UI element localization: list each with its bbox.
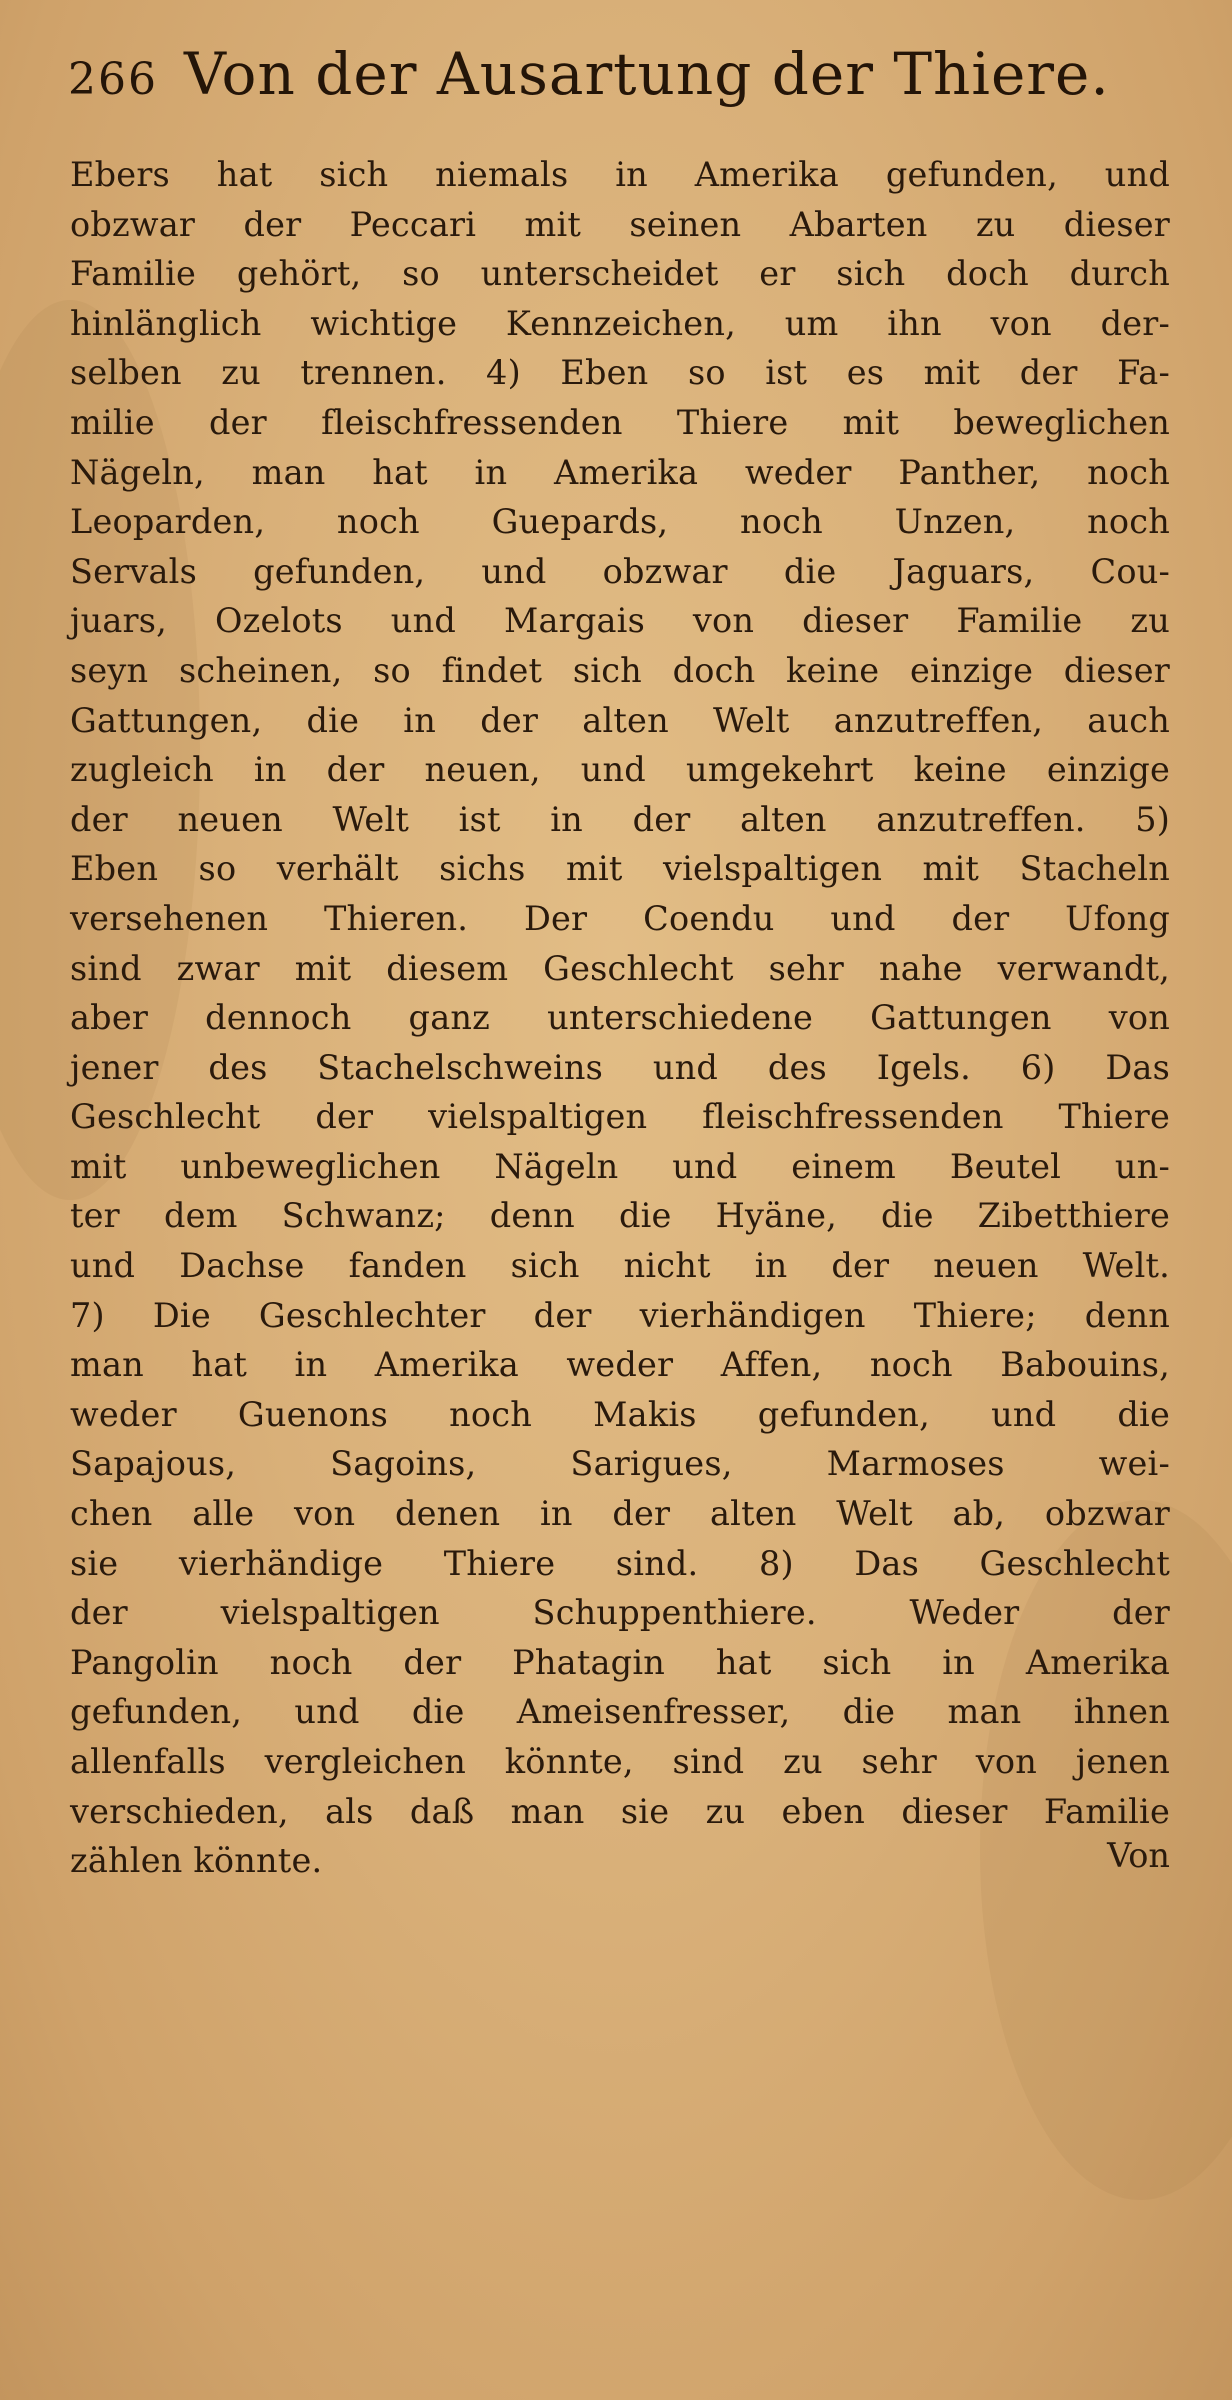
text-line: versehenen Thieren. Der Coendu und der Ufong xyxy=(70,898,1170,938)
page-header xyxy=(68,40,1168,150)
text-line: weder Guenons noch Makis gefunden, und die xyxy=(70,1394,1170,1434)
text-line: Nägeln, man hat in Amerika weder Panther, noch xyxy=(70,452,1170,492)
text-line: sind zwar mit diesem Geschlecht sehr nahe verwandt, xyxy=(70,948,1170,988)
text-line: sie vierhändige Thiere sind. 8) Das Geschlecht xyxy=(70,1543,1170,1583)
body-text xyxy=(70,150,1170,1886)
text-line: gefunden, und die Ameisenfresser, die man ihnen xyxy=(70,1692,1170,1732)
text-line: hinlänglich wichtige Kennzeichen, um ihn von der- xyxy=(70,303,1170,343)
text-line: aber dennoch ganz unterschiedene Gattungen von xyxy=(70,998,1170,1038)
text-line: Sapajous, Sagoins, Sarigues, Marmoses wei- xyxy=(70,1444,1170,1484)
text-line: der neuen Welt ist in der alten anzutreffen. 5) xyxy=(70,799,1170,839)
catchword: Von xyxy=(1107,1836,1170,1876)
text-line: und Dachse fanden sich nicht in der neuen Welt. xyxy=(70,1246,1170,1286)
text-line: selben zu trennen. 4) Eben so ist es mit der Fa- xyxy=(70,353,1170,393)
text-line: ter dem Schwanz; denn die Hyäne, die Zibetthiere xyxy=(70,1196,1170,1236)
text-line: seyn scheinen, so findet sich doch keine einzige dieser xyxy=(70,650,1170,690)
final-line xyxy=(70,1836,1170,1886)
text-line: zugleich in der neuen, und umgekehrt keine einzige xyxy=(70,750,1170,790)
text-line: Servals gefunden, und obzwar die Jaguars, Cou- xyxy=(70,551,1170,591)
text-line: Leoparden, noch Guepards, noch Unzen, noch xyxy=(70,502,1170,542)
text-line: allenfalls vergleichen könnte, sind zu sehr von jenen xyxy=(70,1742,1170,1781)
text-line: jener des Stachelschweins und des Igels. 6) Das xyxy=(70,1047,1170,1087)
text-line: juars, Ozelots und Margais von dieser Familie zu xyxy=(70,601,1170,641)
text-line: der vielspaltigen Schuppenthiere. Weder der xyxy=(70,1593,1170,1633)
page-number: 266 xyxy=(68,54,158,105)
text-line: zählen könnte. xyxy=(70,1841,323,1881)
text-line: man hat in Amerika weder Affen, noch Babouins, xyxy=(70,1345,1170,1385)
text-line: Pangolin noch der Phatagin hat sich in Amerika xyxy=(70,1642,1170,1682)
text-line: Familie gehört, so unterscheidet er sich doch durch xyxy=(70,254,1170,294)
text-line: Ebers hat sich niemals in Amerika gefunden, und xyxy=(70,155,1170,194)
text-line: Geschlecht der vielspaltigen fleischfressenden Thiere xyxy=(70,1097,1170,1137)
text-line: Eben so verhält sichs mit vielspaltigen mit Stacheln xyxy=(70,849,1170,889)
text-line: milie der fleischfressenden Thiere mit beweglichen xyxy=(70,402,1170,442)
text-line: obzwar der Peccari mit seinen Abarten zu dieser xyxy=(70,204,1170,244)
running-title: Von der Ausartung der Thiere. xyxy=(183,40,1110,108)
text-line: Gattungen, die in der alten Welt anzutreffen, auch xyxy=(70,700,1170,740)
text-line: mit unbeweglichen Nägeln und einem Beutel un- xyxy=(70,1146,1170,1186)
text-line: 7) Die Geschlechter der vierhändigen Thiere; denn xyxy=(70,1295,1170,1335)
text-line: verschieden, als daß man sie zu eben dieser Familie xyxy=(70,1791,1170,1831)
text-line: chen alle von denen in der alten Welt ab, obzwar xyxy=(70,1494,1170,1534)
